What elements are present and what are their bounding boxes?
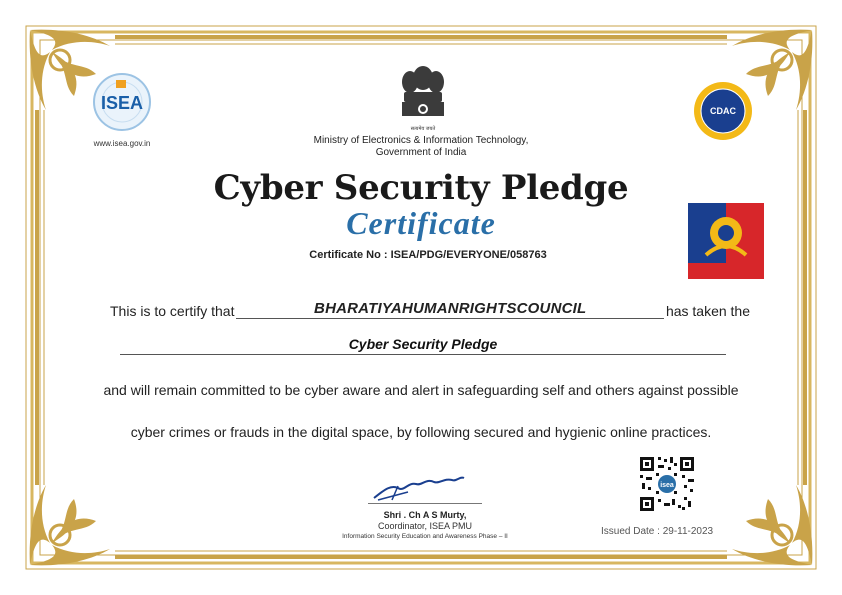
signature-line xyxy=(368,503,482,504)
issued-date xyxy=(601,526,761,537)
pledge-name: Cyber Security Pledge xyxy=(120,336,726,355)
certify-prefix: This is to certify that xyxy=(110,303,235,319)
partner-emblem-icon xyxy=(688,203,764,279)
signature xyxy=(368,470,468,506)
certificate-subtitle: Certificate xyxy=(346,205,496,241)
cdac-seal-icon xyxy=(692,80,754,142)
ministry-line-1: Ministry of Electronics & Information Technology, xyxy=(313,135,529,146)
certificate-number-value: ISEA/PDG/EVERYONE/058763 xyxy=(390,249,547,261)
national-emblem xyxy=(388,56,458,136)
certificate-title: Cyber Security Pledge xyxy=(213,168,629,208)
body-paragraph-1: and will remain committed to be cyber aware and alert in safeguarding self and others against possible xyxy=(103,382,739,398)
svg-text:CDAC: CDAC xyxy=(710,106,736,116)
svg-text:सत्यमेव जयते: सत्यमेव जयते xyxy=(410,126,436,132)
signatory-name: Shri . Ch A S Murty, xyxy=(383,510,467,520)
isea-logo xyxy=(82,72,162,148)
signatory-program: Information Security Education and Awareness Phase – II xyxy=(342,533,508,540)
corner-ornament-bottom-left xyxy=(30,485,110,565)
recipient-name: BHARATIYAHUMANRIGHTSCOUNCIL xyxy=(236,300,663,319)
body-paragraph-2: cyber crimes or frauds in the digital space, by following secured and hygienic online practices. xyxy=(130,424,712,440)
ashoka-emblem-icon xyxy=(388,56,458,136)
certificate-number xyxy=(268,249,588,261)
isea-logo-icon xyxy=(82,72,162,132)
issued-date-value: 29-11-2023 xyxy=(662,526,714,537)
svg-text:isea: isea xyxy=(660,482,674,489)
cdac-logo xyxy=(692,80,754,142)
isea-website-label: www.isea.gov.in xyxy=(93,139,151,148)
svg-text:ISEA: ISEA xyxy=(100,93,144,113)
signatory-role: Coordinator, ISEA PMU xyxy=(377,521,473,531)
ministry-text xyxy=(271,135,571,159)
ministry-line-2: Government of India xyxy=(375,147,467,158)
certify-suffix: has taken the xyxy=(665,303,750,319)
certify-line xyxy=(110,300,750,319)
qr-code xyxy=(638,455,696,513)
partner-logo xyxy=(688,203,764,279)
issued-date-label: Issued Date : xyxy=(601,526,660,537)
certificate-number-label: Certificate No : xyxy=(309,249,388,261)
